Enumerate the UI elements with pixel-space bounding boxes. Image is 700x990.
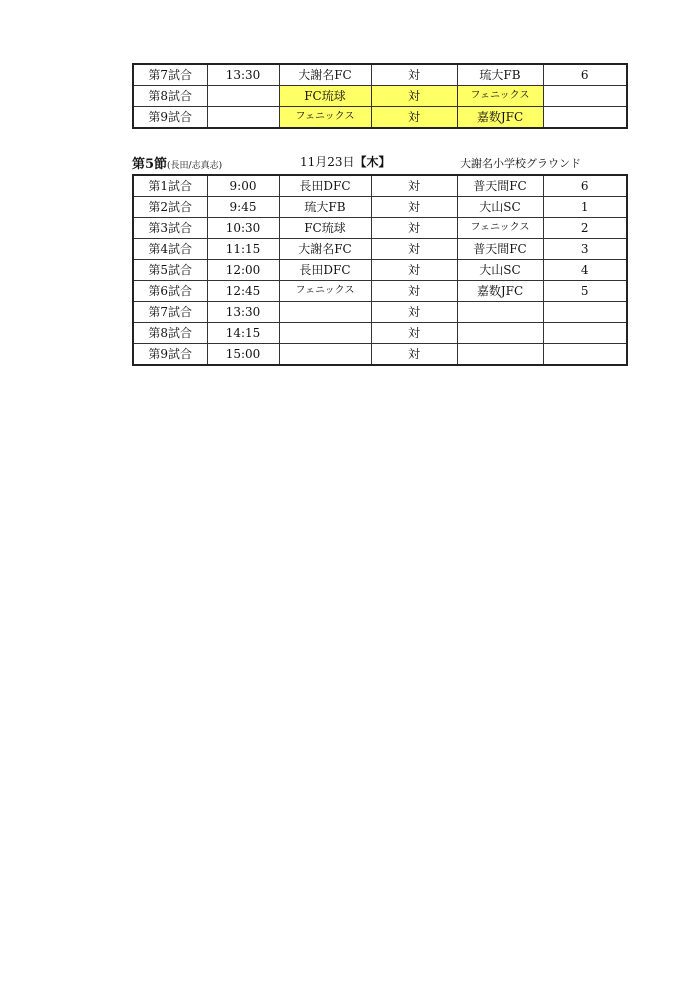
away-team-cell: 琉大FB xyxy=(457,64,543,86)
home-team-cell: 長田DFC xyxy=(279,175,371,197)
home-team-cell: FC琉球 xyxy=(279,218,371,239)
table-row xyxy=(133,175,627,197)
schedule-table-previous xyxy=(132,63,628,129)
table-row xyxy=(133,197,627,218)
match-number-cell: 第8試合 xyxy=(133,86,207,107)
versus-cell: 対 xyxy=(371,239,457,260)
kickoff-time-cell: 12:45 xyxy=(207,281,279,302)
table-row xyxy=(133,323,627,344)
table-row xyxy=(133,218,627,239)
match-number-cell: 第6試合 xyxy=(133,281,207,302)
home-team-cell: フェニックス xyxy=(279,107,371,129)
versus-cell: 対 xyxy=(371,64,457,86)
away-team-cell: 嘉数JFC xyxy=(457,107,543,129)
table-row xyxy=(133,302,627,323)
away-team-cell xyxy=(457,344,543,366)
away-team-cell: 嘉数JFC xyxy=(457,281,543,302)
home-team-cell: FC琉球 xyxy=(279,86,371,107)
away-team-cell: 普天間FC xyxy=(457,175,543,197)
match-number-cell: 第4試合 xyxy=(133,239,207,260)
home-team-cell: 大謝名FC xyxy=(279,64,371,86)
versus-cell: 対 xyxy=(371,323,457,344)
versus-cell: 対 xyxy=(371,197,457,218)
referee-cell xyxy=(543,86,627,107)
schedule-table-section5 xyxy=(132,174,628,366)
match-number-cell: 第9試合 xyxy=(133,107,207,129)
table-row xyxy=(133,64,627,86)
match-number-cell: 第7試合 xyxy=(133,64,207,86)
home-team-cell xyxy=(279,302,371,323)
referee-cell xyxy=(543,107,627,129)
referee-cell: 4 xyxy=(543,260,627,281)
table-row xyxy=(133,107,627,129)
table-row xyxy=(133,344,627,366)
match-number-cell: 第2試合 xyxy=(133,197,207,218)
table-row xyxy=(133,260,627,281)
section-date: 11月23日【木】 xyxy=(300,155,391,169)
referee-cell: 3 xyxy=(543,239,627,260)
home-team-cell: 大謝名FC xyxy=(279,239,371,260)
away-team-cell xyxy=(457,302,543,323)
away-team-cell: 普天間FC xyxy=(457,239,543,260)
table-row xyxy=(133,239,627,260)
kickoff-time-cell: 13:30 xyxy=(207,302,279,323)
kickoff-time-cell xyxy=(207,107,279,129)
section-title: 第5節(長田/志真志) xyxy=(132,157,223,172)
kickoff-time-cell: 15:00 xyxy=(207,344,279,366)
home-team-cell: 長田DFC xyxy=(279,260,371,281)
versus-cell: 対 xyxy=(371,218,457,239)
match-number-cell: 第8試合 xyxy=(133,323,207,344)
referee-cell xyxy=(543,302,627,323)
referee-cell: 6 xyxy=(543,175,627,197)
section-subtitle: (長田/志真志) xyxy=(167,161,223,171)
referee-cell xyxy=(543,344,627,366)
kickoff-time-cell: 9:45 xyxy=(207,197,279,218)
versus-cell: 対 xyxy=(371,281,457,302)
kickoff-time-cell: 9:00 xyxy=(207,175,279,197)
match-number-cell: 第7試合 xyxy=(133,302,207,323)
versus-cell: 対 xyxy=(371,107,457,129)
kickoff-time-cell: 12:00 xyxy=(207,260,279,281)
away-team-cell xyxy=(457,323,543,344)
away-team-cell: フェニックス xyxy=(457,218,543,239)
versus-cell: 対 xyxy=(371,302,457,323)
versus-cell: 対 xyxy=(371,175,457,197)
kickoff-time-cell xyxy=(207,86,279,107)
kickoff-time-cell: 11:15 xyxy=(207,239,279,260)
referee-cell: 6 xyxy=(543,64,627,86)
table-row xyxy=(133,86,627,107)
home-team-cell xyxy=(279,323,371,344)
kickoff-time-cell: 10:30 xyxy=(207,218,279,239)
home-team-cell: 琉大FB xyxy=(279,197,371,218)
kickoff-time-cell: 13:30 xyxy=(207,64,279,86)
referee-cell xyxy=(543,323,627,344)
referee-cell: 2 xyxy=(543,218,627,239)
section-day: 【木】 xyxy=(354,155,391,169)
home-team-cell: フェニックス xyxy=(279,281,371,302)
referee-cell: 5 xyxy=(543,281,627,302)
versus-cell: 対 xyxy=(371,86,457,107)
kickoff-time-cell: 14:15 xyxy=(207,323,279,344)
match-number-cell: 第1試合 xyxy=(133,175,207,197)
match-number-cell: 第9試合 xyxy=(133,344,207,366)
table-row xyxy=(133,281,627,302)
versus-cell: 対 xyxy=(371,260,457,281)
away-team-cell: 大山SC xyxy=(457,197,543,218)
home-team-cell xyxy=(279,344,371,366)
referee-cell: 1 xyxy=(543,197,627,218)
versus-cell: 対 xyxy=(371,344,457,366)
match-number-cell: 第5試合 xyxy=(133,260,207,281)
away-team-cell: フェニックス xyxy=(457,86,543,107)
section-venue: 大謝名小学校グラウンド xyxy=(460,157,581,170)
match-number-cell: 第3試合 xyxy=(133,218,207,239)
away-team-cell: 大山SC xyxy=(457,260,543,281)
